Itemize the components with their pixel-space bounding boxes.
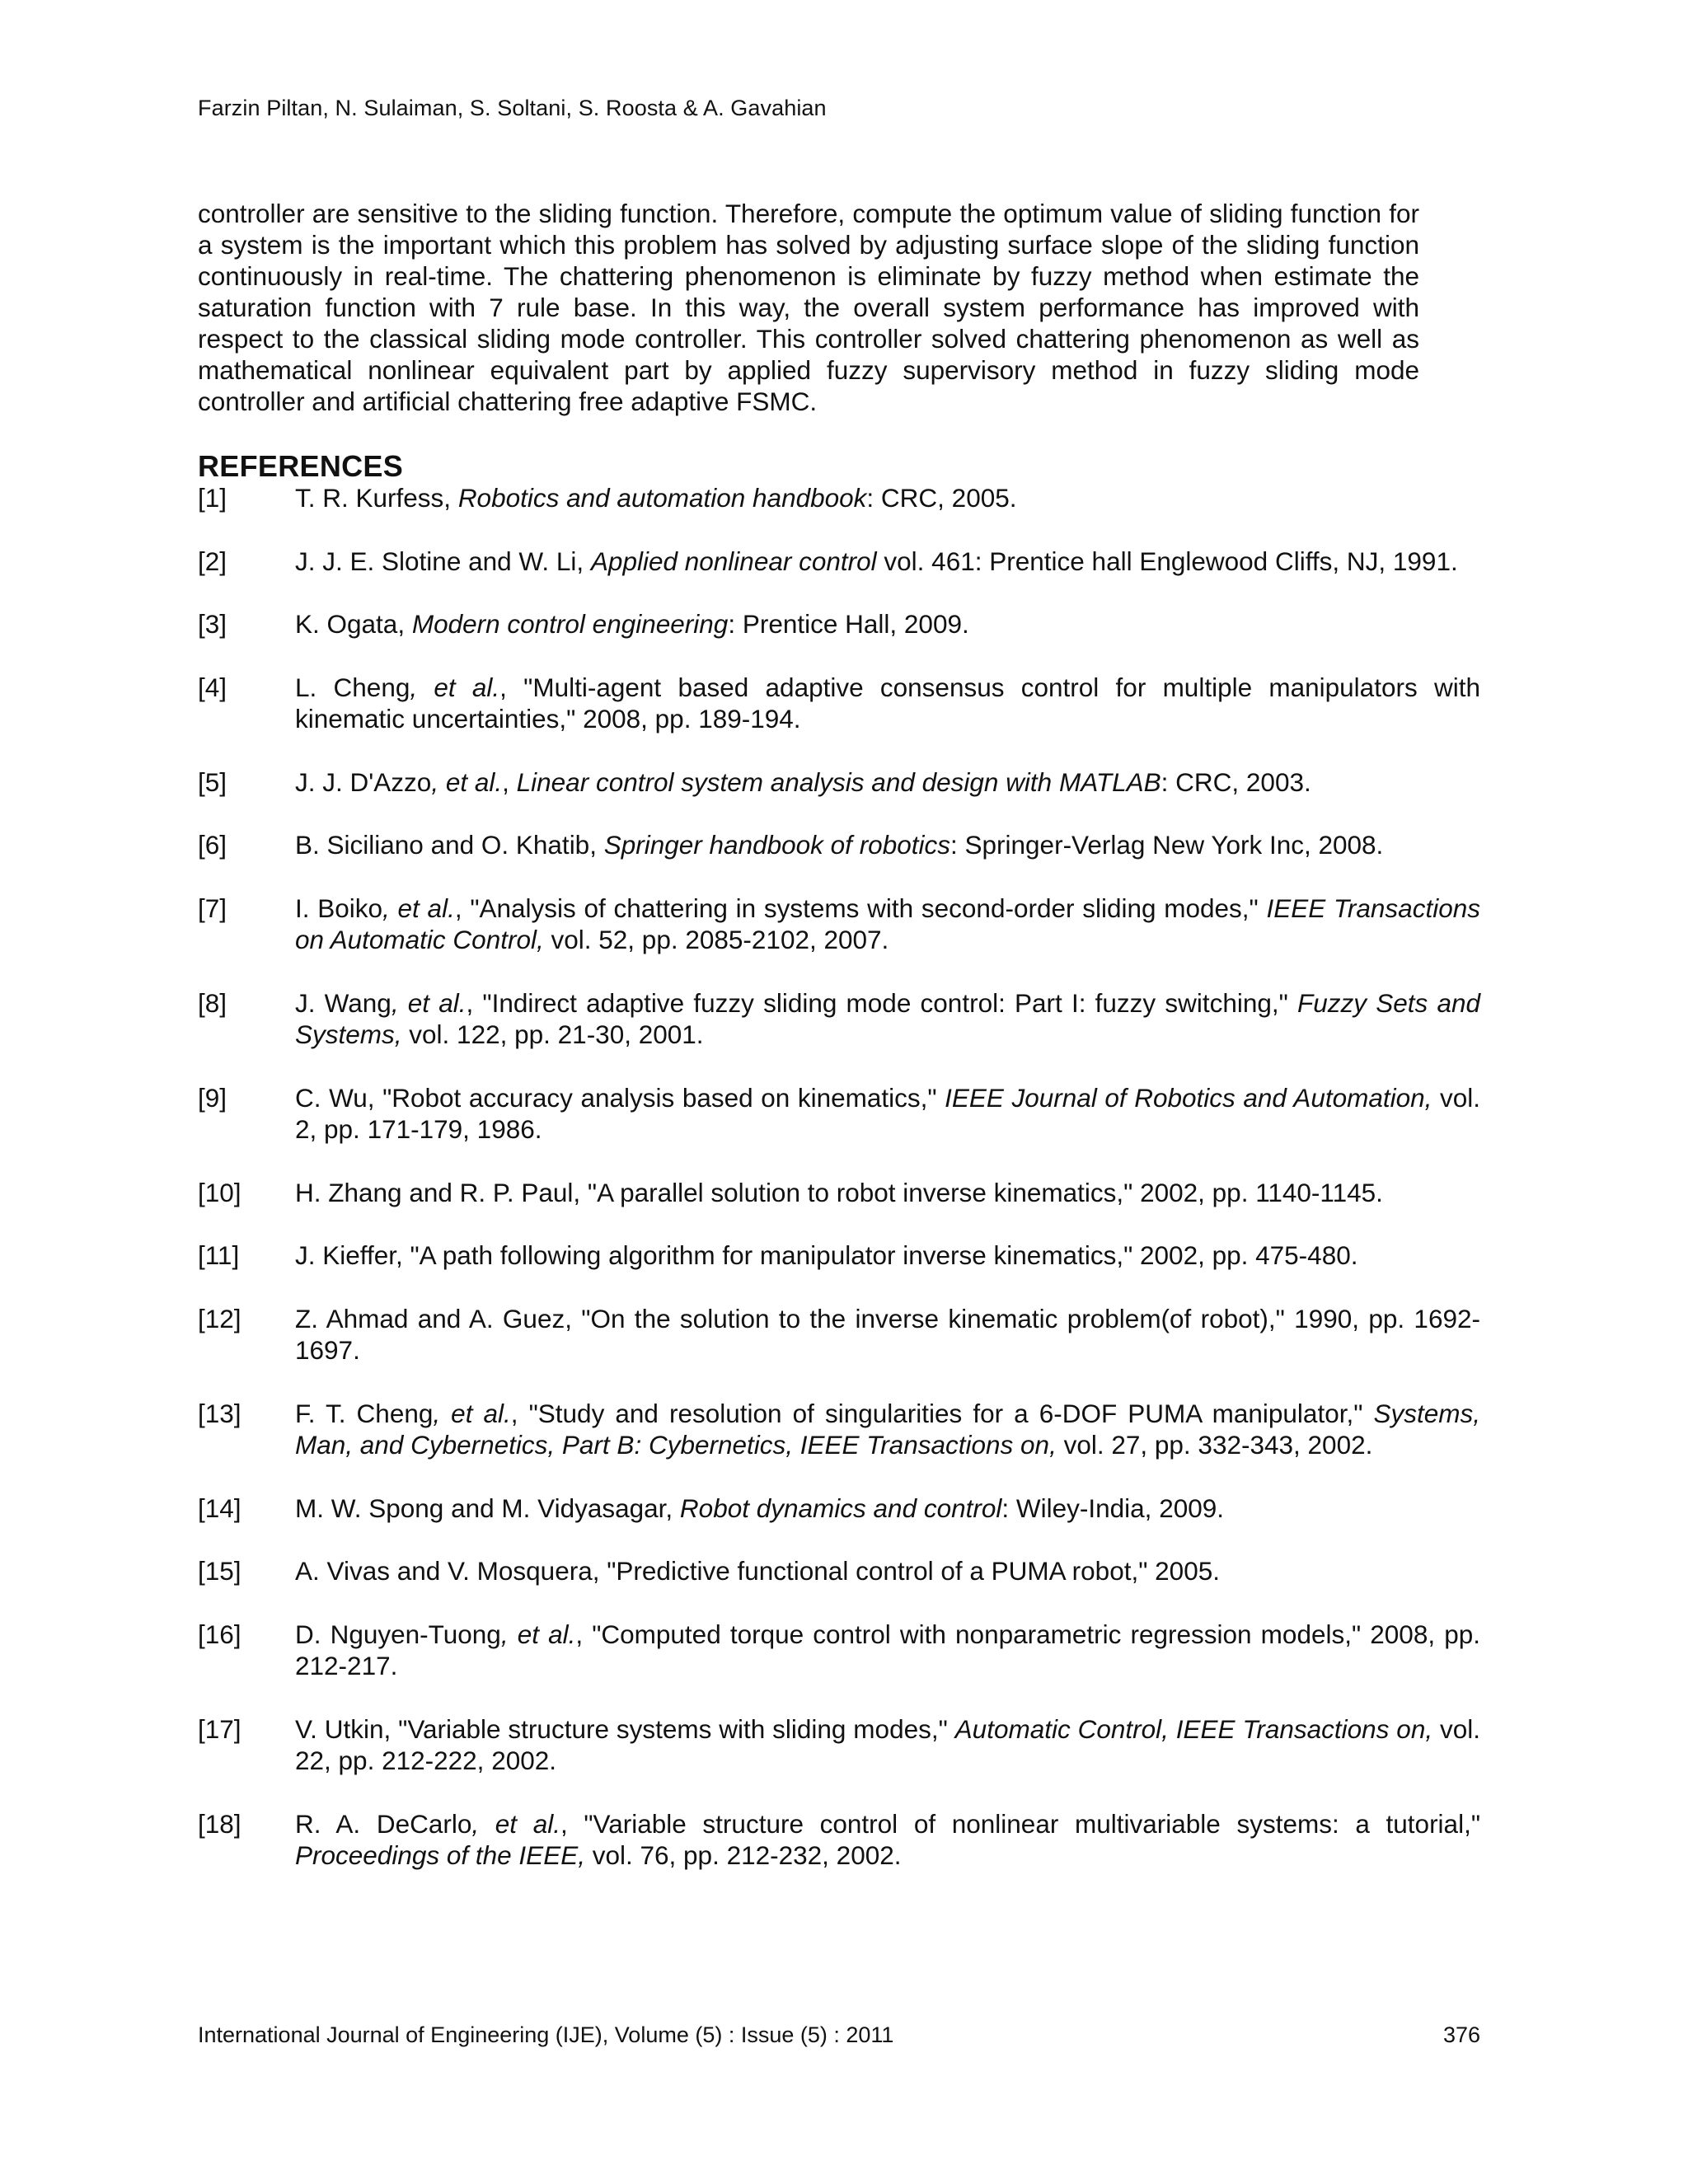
reference-segment: vol. 52, pp. 2085-2102, 2007. bbox=[543, 925, 889, 954]
reference-italic-segment: Robot dynamics and control bbox=[679, 1493, 1002, 1523]
reference-number: [16] bbox=[198, 1619, 241, 1649]
reference-italic-segment: , et al. bbox=[500, 1619, 576, 1649]
reference-segment: F. T. Cheng bbox=[295, 1398, 434, 1428]
reference-number: [13] bbox=[198, 1398, 241, 1428]
reference-segment: vol. 27, pp. 332-343, 2002. bbox=[1056, 1430, 1373, 1460]
reference-item bbox=[198, 1619, 1480, 1682]
reference-segment: vol. 22, pp. 212-222, 2002. bbox=[295, 1713, 1480, 1775]
reference-number: [6] bbox=[198, 830, 227, 860]
reference-number: [14] bbox=[198, 1493, 241, 1523]
reference-number: [12] bbox=[198, 1303, 241, 1333]
reference-segment: K. Ogata, bbox=[295, 609, 412, 639]
reference-segment: , "Computed torque control with nonparametric regression models," 2008, pp. 212-217. bbox=[295, 1619, 1480, 1680]
reference-italic-segment: IEEE Transactions on Automatic Control, bbox=[295, 893, 1480, 954]
reference-segment: J. Kieffer, "A path following algorithm for manipulator inverse kinematics," 2002, pp. 475-480. bbox=[295, 1240, 1358, 1270]
reference-segment: J. J. E. Slotine and W. Li, bbox=[295, 546, 591, 576]
running-header: Farzin Piltan, N. Sulaiman, S. Soltani, S. Roosta & A. Gavahian bbox=[198, 96, 827, 120]
reference-italic-segment: Proceedings of the IEEE, bbox=[295, 1840, 585, 1870]
reference-number: [4] bbox=[198, 672, 227, 702]
reference-segment: : CRC, 2005. bbox=[866, 483, 1017, 513]
reference-text bbox=[295, 893, 1480, 956]
reference-text bbox=[295, 766, 1480, 799]
reference-segment: vol. 461: Prentice hall Englewood Cliffs, NJ, 1991. bbox=[876, 546, 1458, 576]
reference-segment: V. Utkin, "Variable structure systems with sliding modes," bbox=[295, 1713, 955, 1744]
reference-item bbox=[198, 893, 1480, 956]
reference-segment: : Springer-Verlag New York Inc, 2008. bbox=[950, 830, 1384, 860]
reference-text bbox=[295, 482, 1480, 514]
reference-item bbox=[198, 987, 1480, 1051]
reference-italic-segment: , et al. bbox=[391, 987, 467, 1018]
references-heading: REFERENCES bbox=[198, 449, 404, 483]
reference-segment: , bbox=[502, 766, 517, 797]
reference-italic-segment: , et al. bbox=[471, 1808, 560, 1839]
reference-number: [3] bbox=[198, 609, 227, 639]
reference-number: [11] bbox=[198, 1240, 240, 1270]
reference-italic-segment: Springer handbook of robotics bbox=[603, 830, 950, 860]
reference-segment: : CRC, 2003. bbox=[1160, 766, 1311, 797]
reference-segment: vol. 76, pp. 212-232, 2002. bbox=[584, 1840, 902, 1870]
reference-item bbox=[198, 1493, 1480, 1525]
reference-segment: R. A. DeCarlo bbox=[295, 1808, 472, 1839]
reference-italic-segment: Automatic Control, IEEE Transactions on, bbox=[954, 1713, 1433, 1744]
reference-number: [18] bbox=[198, 1808, 241, 1839]
reference-list bbox=[198, 482, 1480, 1903]
reference-italic-segment: Fuzzy Sets and Systems, bbox=[295, 987, 1481, 1049]
reference-text bbox=[295, 1555, 1480, 1587]
reference-text bbox=[295, 1303, 1480, 1366]
reference-text bbox=[295, 608, 1480, 640]
reference-number: [2] bbox=[198, 546, 227, 576]
reference-text bbox=[295, 1398, 1480, 1461]
reference-segment: : Wiley-India, 2009. bbox=[1001, 1493, 1225, 1523]
reference-italic-segment: Robotics and automation handbook bbox=[457, 483, 867, 513]
reference-item bbox=[198, 672, 1480, 735]
reference-segment: L. Cheng bbox=[295, 672, 410, 702]
reference-segment: J. Wang bbox=[295, 987, 392, 1018]
reference-italic-segment: , et al. bbox=[431, 766, 503, 797]
reference-item bbox=[198, 1555, 1480, 1587]
reference-item bbox=[198, 1177, 1480, 1209]
page-number: 376 bbox=[1442, 2022, 1480, 2047]
reference-segment: Z. Ahmad and A. Guez, "On the solution to the inverse kinematic problem(of robot)," 1990, pp. 1692-1697. bbox=[295, 1303, 1480, 1365]
reference-text bbox=[295, 1713, 1480, 1777]
reference-text bbox=[295, 1619, 1480, 1682]
reference-item bbox=[198, 1240, 1480, 1272]
reference-segment: M. W. Spong and M. Vidyasagar, bbox=[295, 1493, 680, 1523]
reference-item bbox=[198, 829, 1480, 861]
reference-item bbox=[198, 766, 1480, 799]
paragraph: controller are sensitive to the sliding function. Therefore, compute the optimum value of sliding function for a system is the important which this problem has solved by adjusting surface slope of the sliding function continuously in real-time. The chattering phenomenon is eliminate by fuzzy method when estimate the saturation function with 7 rule base. In this way, the overall system performance has improved with respect to the classical sliding mode controller. This controller solved chattering phenomenon as well as mathematical nonlinear equivalent part by applied fuzzy supervisory method in fuzzy sliding mode controller and artificial chattering free adaptive FSMC. bbox=[198, 199, 1419, 416]
reference-text bbox=[295, 987, 1480, 1051]
reference-segment: J. J. D'Azzo bbox=[295, 766, 432, 797]
reference-number: [9] bbox=[198, 1082, 227, 1113]
reference-number: [1] bbox=[198, 483, 227, 513]
reference-segment: : Prentice Hall, 2009. bbox=[728, 609, 969, 639]
reference-italic-segment: Systems, Man, and Cybernetics, Part B: Cybernetics, IEEE Transactions on, bbox=[295, 1398, 1480, 1460]
reference-text bbox=[295, 829, 1480, 861]
reference-number: [17] bbox=[198, 1713, 241, 1744]
reference-italic-segment: Applied nonlinear control bbox=[590, 546, 877, 576]
reference-item bbox=[198, 546, 1480, 578]
body-text bbox=[198, 198, 1419, 417]
reference-text bbox=[295, 1493, 1480, 1525]
reference-number: [10] bbox=[198, 1177, 241, 1207]
reference-segment: , "Study and resolution of singularities for a 6-DOF PUMA manipulator," bbox=[510, 1398, 1374, 1428]
reference-text bbox=[295, 1082, 1480, 1146]
reference-text bbox=[295, 1808, 1480, 1872]
reference-number: [5] bbox=[198, 766, 227, 797]
reference-italic-segment: , et al. bbox=[382, 893, 455, 923]
reference-segment: C. Wu, "Robot accuracy analysis based on kinematics," bbox=[295, 1082, 945, 1113]
reference-segment: , "Variable structure control of nonlinear multivariable systems: a tutorial," bbox=[560, 1808, 1481, 1839]
reference-italic-segment: Linear control system analysis and design with MATLAB bbox=[516, 766, 1161, 797]
reference-segment: T. R. Kurfess, bbox=[295, 483, 458, 513]
reference-segment: , "Indirect adaptive fuzzy sliding mode control: Part I: fuzzy switching," bbox=[466, 987, 1298, 1018]
reference-segment: , "Analysis of chattering in systems with second-order sliding modes," bbox=[454, 893, 1267, 923]
reference-italic-segment: , et al. bbox=[433, 1398, 511, 1428]
reference-italic-segment: IEEE Journal of Robotics and Automation, bbox=[945, 1082, 1432, 1113]
reference-italic-segment: Modern control engineering bbox=[411, 609, 729, 639]
reference-item bbox=[198, 1808, 1480, 1872]
reference-item bbox=[198, 1082, 1480, 1146]
reference-segment: A. Vivas and V. Mosquera, "Predictive functional control of a PUMA robot," 2005. bbox=[295, 1556, 1220, 1586]
reference-text bbox=[295, 546, 1480, 578]
reference-number: [15] bbox=[198, 1556, 241, 1586]
reference-italic-segment: , et al. bbox=[410, 672, 500, 702]
reference-segment: H. Zhang and R. P. Paul, "A parallel solution to robot inverse kinematics," 2002, pp. 1140-1145. bbox=[295, 1177, 1383, 1207]
reference-segment: B. Siciliano and O. Khatib, bbox=[295, 830, 604, 860]
reference-item bbox=[198, 1398, 1480, 1461]
reference-item bbox=[198, 1303, 1480, 1366]
reference-text bbox=[295, 1177, 1480, 1209]
reference-segment: , "Multi-agent based adaptive consensus control for multiple manipulators with kinematic uncertainties," 2008, pp. 189-194. bbox=[295, 672, 1480, 733]
page-footer bbox=[198, 2022, 1480, 2048]
reference-item bbox=[198, 482, 1480, 514]
reference-segment: vol. 2, pp. 171-179, 1986. bbox=[295, 1082, 1480, 1144]
reference-item bbox=[198, 608, 1480, 640]
reference-text bbox=[295, 672, 1480, 735]
reference-text bbox=[295, 1240, 1480, 1272]
reference-number: [7] bbox=[198, 893, 227, 923]
reference-segment: vol. 122, pp. 21-30, 2001. bbox=[401, 1019, 704, 1049]
reference-number: [8] bbox=[198, 987, 227, 1018]
reference-segment: I. Boiko bbox=[295, 893, 383, 923]
reference-item bbox=[198, 1713, 1480, 1777]
footer-journal: International Journal of Engineering (IJE), Volume (5) : Issue (5) : 2011 bbox=[198, 2022, 894, 2047]
reference-segment: D. Nguyen-Tuong bbox=[295, 1619, 501, 1649]
